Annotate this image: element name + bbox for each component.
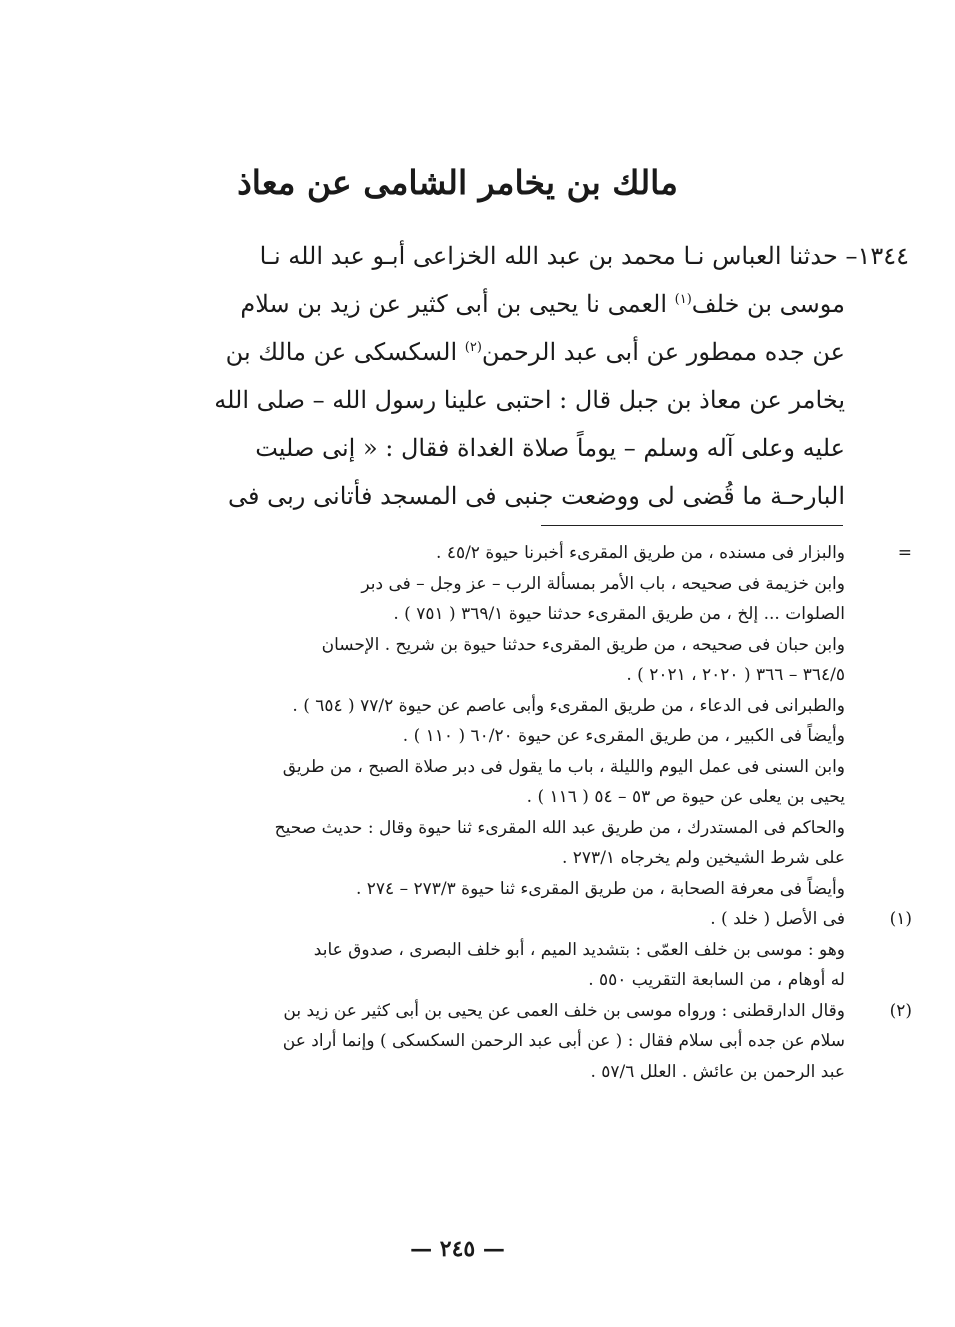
footnote-line: على شرط الشيخين ولم يخرجاه ٢٧٣/١ . xyxy=(561,848,845,868)
footnote-line: له أوهام ، من السابعة التقريب ٥٥٠ . xyxy=(588,970,845,990)
footnote-2-marker: (٢) xyxy=(889,1000,912,1021)
hadith-line-3b-text: السكسكى عن مالك بن xyxy=(225,338,458,366)
footnote-2 xyxy=(151,996,912,1088)
hadith-line-6: البارحـة ما قُضى لى ووضعت جنبى فى المسجد فأتانى ربى فى xyxy=(228,482,845,510)
footnote-line: وقال الدارقطنى : ورواه موسى بن خلف العمى عن يحيى بن أبى كثير عن زيد بن xyxy=(283,1000,845,1021)
footnote-line: فى الأصل ( خلد ) . xyxy=(710,909,845,929)
hadith-line-1 xyxy=(150,232,909,280)
footnote-line: والطبرانى فى الدعاء ، من طريق المقرىء وأبى عاصم عن حيوة ٧٧/٢ ( ٦٥٤ ) . xyxy=(292,695,845,716)
hadith-line-2b-text: العمى نا يحيى بن أبى كثير عن زيد بن سلام xyxy=(240,290,668,318)
footnote-line: سلام عن جده أبى سلام فقال : ( عن أبى عبد الرحمن السكسكى ) وإنما أراد عن xyxy=(282,1031,845,1051)
footnote-line: والحاكم فى المستدرك ، من طريق عبد الله المقرىء ثنا حيوة وقال : حديث صحيح xyxy=(274,817,845,838)
footnote-line: الصلوات ... إلخ ، من طريق المقرىء حدثنا حيوة ٣٦٩/١ ( ٧٥١ ) . xyxy=(393,604,845,624)
footnote-line: وأيضاً فى الكبير ، من طريق المقرىء عن حيوة ٦٠/٢٠ ( ١١٠ ) . xyxy=(402,726,845,746)
footnote-continuation xyxy=(151,538,912,904)
footnote-line: وأيضاً فى معرفة الصحابة ، من طريق المقرىء ثنا حيوة ٢٧٣/٣ – ٢٧٤ . xyxy=(355,878,845,899)
chapter-title: مالك بن يخامر الشامى عن معاذ xyxy=(237,163,678,202)
footnote-divider xyxy=(541,525,843,526)
footnote-line: يحيى بن يعلى عن حيوة ص ٥٣ – ٥٤ ( ١١٦ ) . xyxy=(526,787,845,807)
footnote-line: وابن خزيمة فى صحيحه ، باب الأمر بمسألة الرب – عز وجل – فى دبر xyxy=(361,573,845,594)
hadith-line-3 xyxy=(150,328,845,376)
footnote-ref-1[interactable]: (١) xyxy=(674,292,692,307)
footnote-1-marker: (١) xyxy=(889,909,912,929)
hadith-line-4: يخامر عن معاذ بن جبل قال : احتبى علينا رسول الله – صلى الله xyxy=(214,386,845,414)
hadith-line-5: عليه وعلى آله وسلم – يوماً صلاة الغداة فقال : « إنى صليت xyxy=(255,434,845,462)
footnote-ref-2[interactable]: (٢) xyxy=(464,340,482,355)
footnote-line: عبد الرحمن بن عائش . العلل ٥٧/٦ . xyxy=(590,1061,845,1082)
continuation-marker: = xyxy=(897,543,912,563)
hadith-line-3a-text: عن جده ممطور عن أبى عبد الرحمن xyxy=(481,338,845,366)
footnote-line: وابن السنى فى عمل اليوم والليلة ، باب ما يقول فى دبر صلاة الصبح ، من طريق xyxy=(282,756,845,777)
hadith-text xyxy=(150,232,909,520)
hadith-line-2a-text: موسى بن خلف xyxy=(691,290,845,318)
footnote-line: والبزار فى مسنده ، من طريق المقرىء أخبرنا حيوة ٤٥/٢ . xyxy=(436,543,845,563)
footnotes xyxy=(151,538,912,1087)
page-number: — ٢٤٥ — xyxy=(410,1236,505,1262)
footnote-1 xyxy=(151,904,912,996)
footnote-line: وابن حبان فى صحيحه ، من طريق المقرىء حدثنا حيوة بن شريح . الإحسان xyxy=(321,634,845,655)
footnote-line: ٣٦٤/٥ – ٣٦٦ ( ٢٠٢٠ ، ٢٠٢١ ) . xyxy=(626,665,845,685)
footnote-line: وهو : موسى بن خلف العمّى : بتشديد الميم ، أبو خلف البصرى ، صدوق عابد xyxy=(313,939,845,960)
hadith-line-1-text: حدثنا العباس نـا محمد بن عبد الله الخزاعى أبـو عبد الله نـا xyxy=(259,242,838,270)
hadith-number: ١٣٤٤– xyxy=(845,242,909,270)
hadith-line-2 xyxy=(150,280,845,328)
